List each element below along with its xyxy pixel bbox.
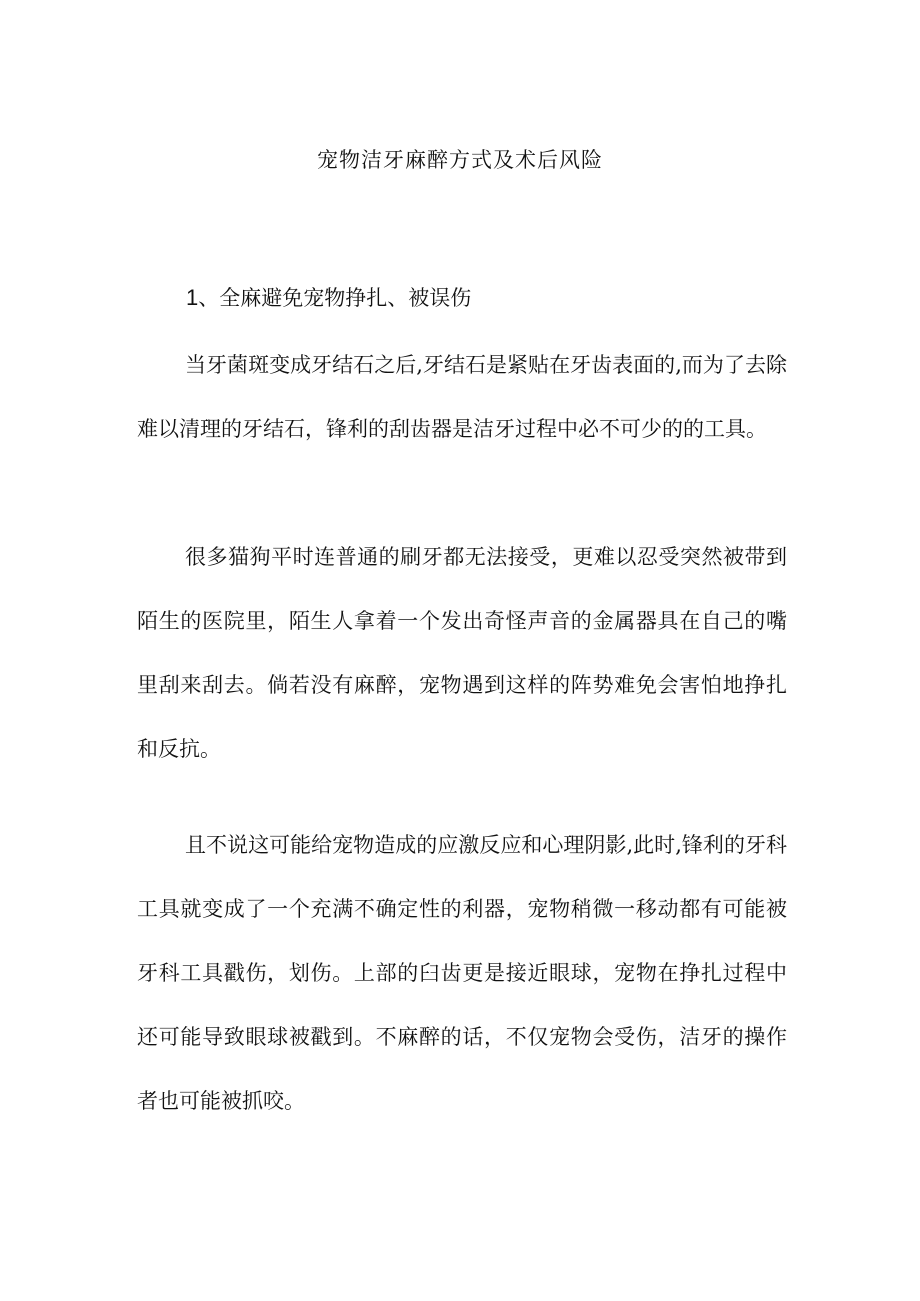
section-number: 1 xyxy=(186,285,199,310)
document-title: 宠物洁牙麻醉方式及术后风险 xyxy=(317,148,603,172)
paragraph-3: 且不说这可能给宠物造成的应激反应和心理阴影,此时,锋利的牙科工具就变成了一个充满不确定性的利器，宠物稍微一移动都有可能被牙科工具戳伤，划伤。上部的臼齿更是接近眼球，宠物在挣扎过程中还可能导致眼球被戳到。不麻醉的话，不仅宠物会受伤，洁牙的操作者也可能被抓咬。 xyxy=(137,833,787,1113)
paragraph-1: 当牙菌斑变成牙结石之后,牙结石是紧贴在牙齿表面的,而为了去除难以清理的牙结石，锋利的刮齿器是洁牙过程中必不可少的的工具。 xyxy=(137,353,787,441)
section-heading xyxy=(186,282,471,314)
paragraph-2: 很多猫狗平时连普通的刷牙都无法接受，更难以忍受突然被带到陌生的医院里，陌生人拿着一个发出奇怪声音的金属器具在自己的嘴里刮来刮去。倘若没有麻醉，宠物遇到这样的阵势难免会害怕地挣扎和反抗。 xyxy=(137,545,787,761)
section-heading-text: 、全麻避免宠物挣扎、被误伤 xyxy=(198,286,472,310)
